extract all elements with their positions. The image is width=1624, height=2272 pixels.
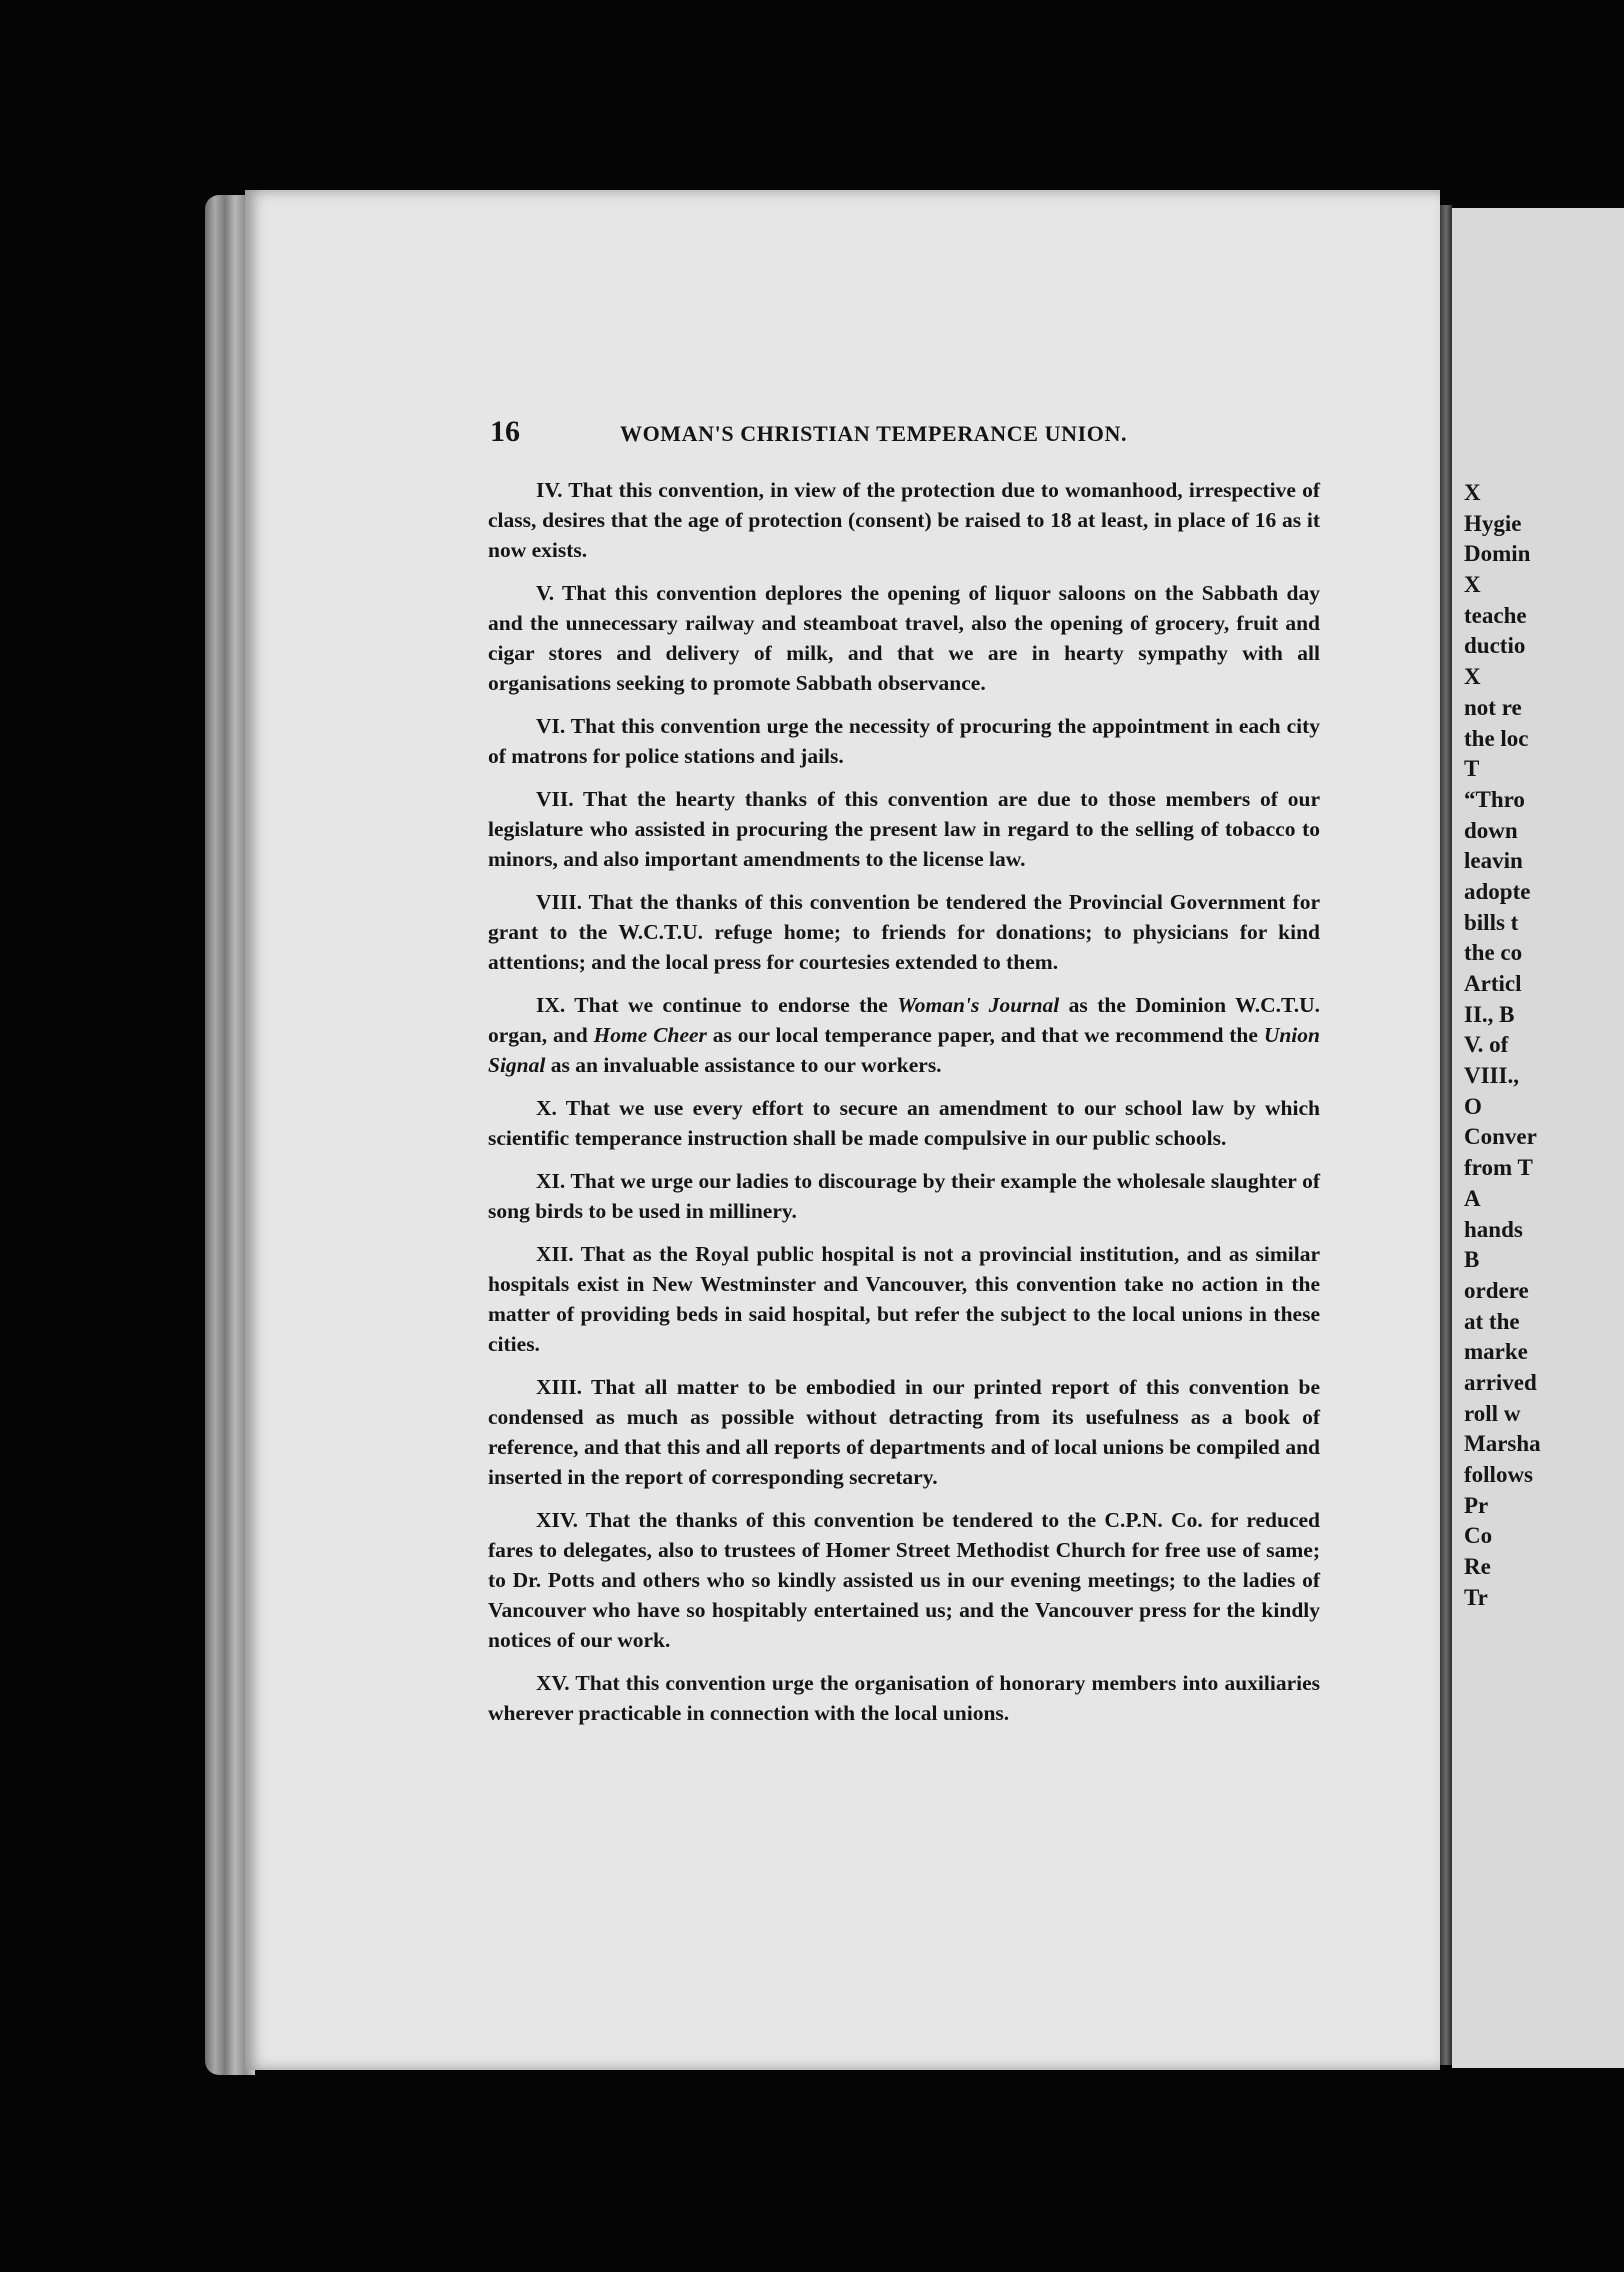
resolution-text: VI. That this convention urge the necessity of procuring the appointment in each city of matrons for police stations and jails. (488, 714, 1320, 768)
resolution-paragraph (488, 1372, 1320, 1492)
facing-page-line: B (1464, 1247, 1480, 1273)
facing-page-line: not re (1464, 694, 1522, 720)
facing-page-line: A (1464, 1185, 1481, 1211)
italic-title: Woman's Journal (897, 993, 1060, 1017)
facing-page-line: VIII., (1464, 1063, 1519, 1089)
italic-title: Union Signal (488, 1023, 1320, 1077)
facing-page-line: X (1464, 664, 1481, 690)
resolution-text: VIII. That the thanks of this convention be tendered the Provincial Government for grant to the W.C.T.U. refuge home; to friends for donations; to physicians for kind attentions; and the local press for courtesies extended to them. (488, 890, 1320, 974)
resolution-text: XII. That as the Royal public hospital is not a provincial institution, and as similar hospitals exist in New Westminster and Vancouver, this convention take no action in the matter of providing beds in said hospital, but refer the subject to the local unions in these cities. (488, 1242, 1320, 1356)
facing-page-line: II., B (1464, 1001, 1515, 1027)
resolutions-list (488, 475, 1320, 1741)
facing-page-line: follows (1464, 1462, 1533, 1487)
resolution-paragraph (488, 1668, 1320, 1728)
resolution-paragraph (488, 1505, 1320, 1655)
facing-page-line: Tr (1464, 1584, 1488, 1610)
resolution-text: as the Dominion W.C.T.U. organ, and (488, 993, 1320, 1047)
facing-page-line: adopte (1464, 878, 1531, 904)
resolution-text: IV. That this convention, in view of the protection due to womanhood, irrespective of class, desires that the age of protection (consent) be raised to 18 at least, in place of 16 as it now exists. (488, 478, 1320, 562)
resolution-text: as our local temperance paper, and that we recommend the (706, 1023, 1264, 1047)
resolution-text: VII. That the hearty thanks of this convention are due to those members of our legislature who assisted in procuring the present law in regard to the selling of tobacco to minors, and also important amendments to the license law. (488, 787, 1320, 871)
resolution-text: XV. That this convention urge the organisation of honorary members into auxiliaries wherever practicable in connection with the local unions. (488, 1671, 1320, 1725)
facing-page-line: “Thro (1464, 786, 1525, 812)
resolution-paragraph (488, 990, 1320, 1080)
resolution-paragraph (488, 711, 1320, 771)
resolution-text: XIII. That all matter to be embodied in our printed report of this convention be condensed as much as possible without detracting from its usefulness as a book of reference, and that this and all reports of departments and of local unions be compiled and inserted in the report of corresponding secretary. (488, 1375, 1320, 1489)
resolution-paragraph (488, 887, 1320, 977)
facing-page-line: X (1464, 480, 1481, 505)
resolution-paragraph (488, 578, 1320, 698)
facing-page-line: Marsha (1464, 1431, 1541, 1457)
facing-page-line: ductio (1464, 633, 1526, 659)
resolution-text: X. That we use every effort to secure an amendment to our school law by which scientific temperance instruction shall be made compulsive in our public schools. (488, 1096, 1320, 1150)
facing-page-line: the co (1464, 940, 1523, 966)
facing-page-line: at the (1464, 1308, 1520, 1334)
facing-page-line: from T (1464, 1155, 1533, 1181)
resolution-text: IX. That we continue to endorse the (536, 993, 898, 1017)
resolution-text: V. That this convention deplores the opening of liquor saloons on the Sabbath day and the unnecessary railway and steamboat travel, also the opening of grocery, fruit and cigar stores and delivery of milk, and that we are in hearty sympathy with all organisations seeking to promote Sabbath observance. (488, 581, 1320, 695)
facing-page-text (1464, 478, 1624, 1613)
facing-page-line: bills t (1464, 909, 1519, 935)
facing-page-line: O (1464, 1093, 1482, 1119)
resolution-paragraph (488, 475, 1320, 565)
facing-page-line: Co (1464, 1523, 1493, 1549)
facing-page-line: Hygie (1464, 510, 1522, 536)
resolution-text: as an invaluable assistance to our workers. (545, 1053, 942, 1077)
resolution-paragraph (488, 1166, 1320, 1226)
facing-page-line: leavin (1464, 848, 1523, 874)
resolution-text: XI. That we urge our ladies to discourage by their example the wholesale slaughter of song birds to be used in millinery. (488, 1169, 1320, 1223)
resolution-paragraph (488, 784, 1320, 874)
facing-page-line: arrived (1464, 1369, 1537, 1395)
facing-page-line: down (1464, 817, 1518, 843)
book-gutter (1440, 205, 1452, 2065)
facing-page-line: the loc (1464, 725, 1529, 751)
resolution-paragraph (488, 1093, 1320, 1153)
resolution-text: XIV. That the thanks of this convention be tendered to the C.P.N. Co. for reduced fares to delegates, also to trustees of Homer Street Methodist Church for free use of same; to Dr. Potts and others who so kindly assisted us in our evening meetings; to the ladies of Vancouver who have so hospitably entertained us; and the Vancouver press for the kindly notices of our work. (488, 1508, 1320, 1652)
facing-page-line: hands (1464, 1216, 1523, 1242)
page-number: 16 (490, 415, 520, 448)
facing-page-line: Domin (1464, 541, 1531, 567)
facing-page (1452, 208, 1624, 2068)
facing-page-line: T (1464, 756, 1480, 782)
facing-page-line: teache (1464, 602, 1527, 628)
resolution-paragraph (488, 1239, 1320, 1359)
facing-page-line: roll w (1464, 1400, 1521, 1426)
italic-title: Home Cheer (593, 1023, 707, 1047)
facing-page-line: V. of (1464, 1032, 1509, 1058)
facing-page-line: ordere (1464, 1277, 1529, 1303)
facing-page-line: Conver (1464, 1124, 1537, 1150)
facing-page-line: Re (1464, 1554, 1491, 1580)
facing-page-line: marke (1464, 1339, 1528, 1365)
facing-page-line: Pr (1464, 1492, 1489, 1518)
running-head: WOMAN'S CHRISTIAN TEMPERANCE UNION. (620, 421, 1128, 446)
facing-page-line: X (1464, 572, 1481, 598)
facing-page-line: Articl (1464, 971, 1522, 996)
